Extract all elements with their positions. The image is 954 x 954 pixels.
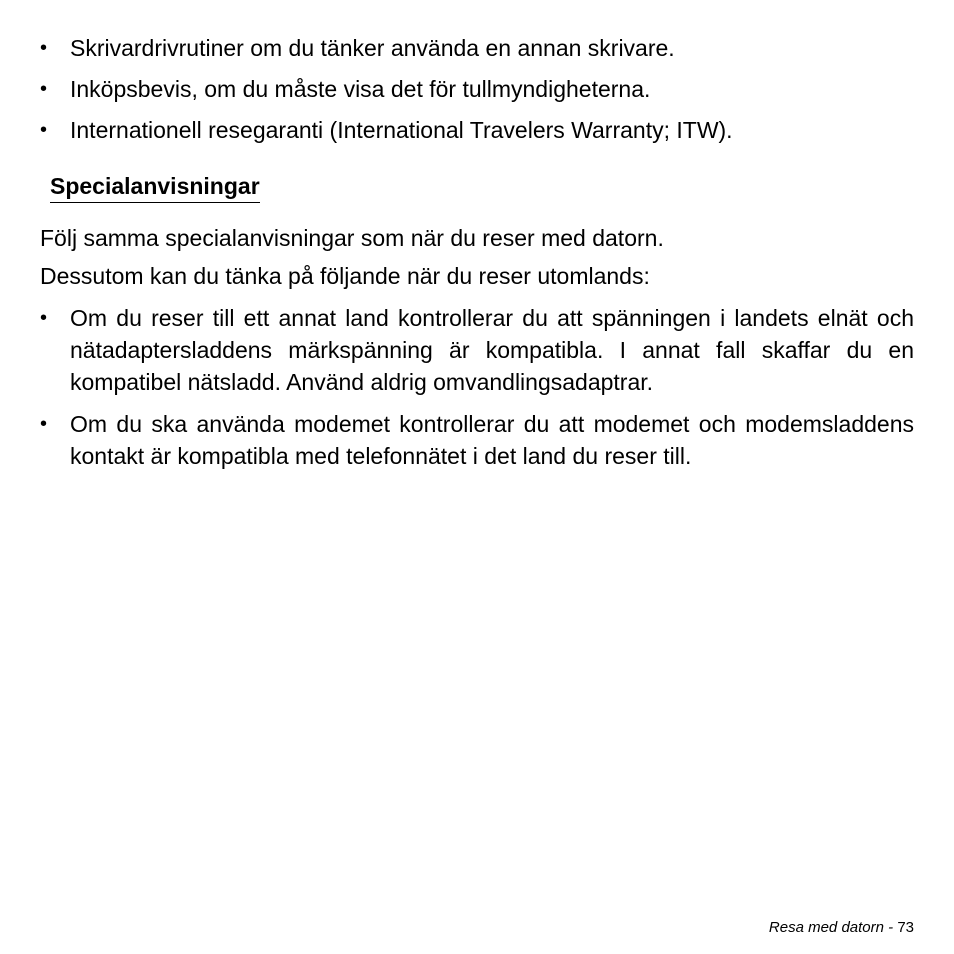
- bullet-icon: •: [40, 119, 48, 141]
- bullet-icon: •: [40, 78, 48, 100]
- list-item: [40, 32, 914, 64]
- section-heading: Specialanvisningar: [50, 170, 260, 203]
- abroad-tips-list: [40, 302, 914, 482]
- list-item: [40, 114, 914, 146]
- paragraph: Följ samma specialanvisningar som när du reser med datorn.: [40, 225, 664, 251]
- page-number: 73: [897, 919, 914, 936]
- bullet-icon: •: [40, 307, 48, 329]
- page-footer: [769, 918, 914, 938]
- footer-chapter: Resa med datorn -: [768, 919, 894, 936]
- paragraph: Dessutom kan du tänka på följande när du reser utomlands:: [40, 263, 650, 289]
- list-item-text: Inköpsbevis, om du måste visa det för tullmyndigheterna.: [70, 76, 651, 102]
- list-item-text: Om du reser till ett annat land kontrollerar du att spänningen i landets elnät och nätadaptersladdens märkspänning är kompatibla. I annat fall skaffar du en kompatibel nätsladd. Använd aldrig omvandlingsadaptrar.: [70, 305, 914, 395]
- bullet-icon: •: [40, 413, 48, 435]
- bullet-icon: •: [40, 37, 48, 59]
- list-item-text: Skrivardrivrutiner om du tänker använda en annan skrivare.: [70, 35, 675, 61]
- list-item: [40, 73, 914, 105]
- list-item: [40, 408, 914, 472]
- list-item: [40, 302, 914, 398]
- travel-items-list: [40, 32, 914, 155]
- list-item-text: Om du ska använda modemet kontrollerar du att modemet och modemsladdens kontakt är kompatibla med telefonnätet i det land du reser till.: [70, 411, 914, 469]
- list-item-text: Internationell resegaranti (International Travelers Warranty; ITW).: [70, 117, 733, 143]
